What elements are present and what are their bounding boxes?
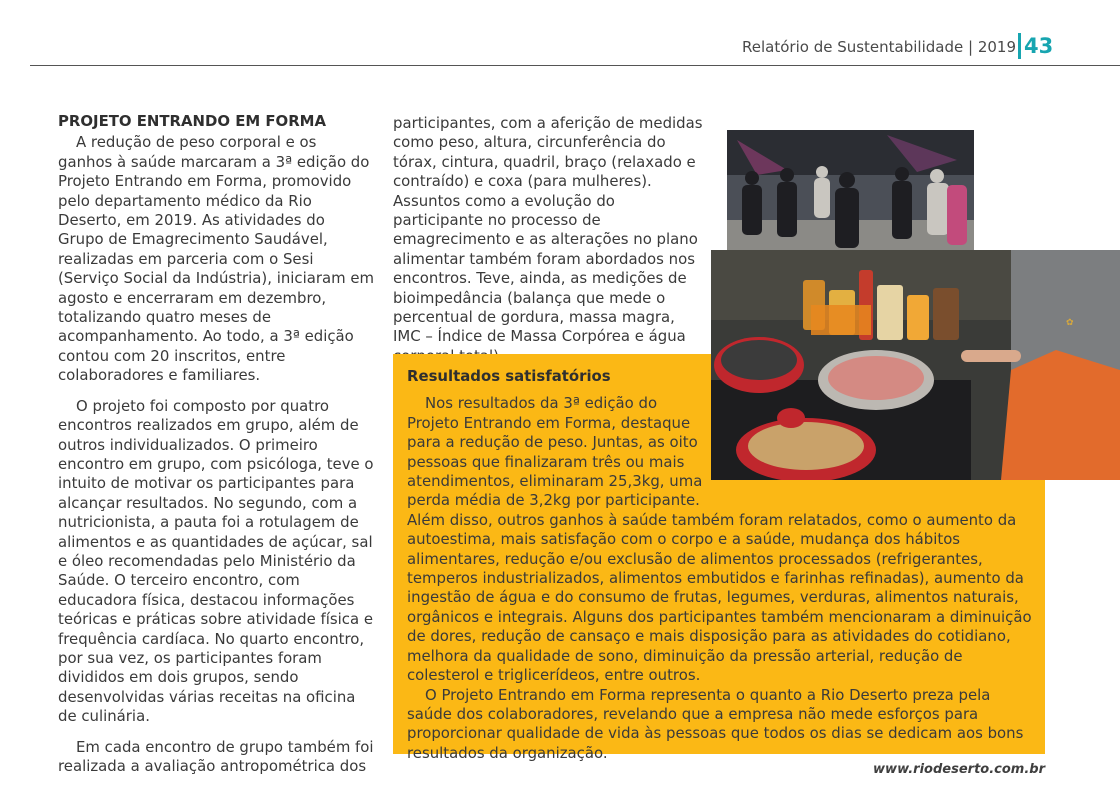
- paragraph: Nos resultados da 3ª edição do Projeto Entrando em Forma, destaque para a redução de peso. Juntas, as oito pessoas que finalizaram três ou mais atendimentos, eliminaram 25,3kg, uma perda média de 3,2kg por participante. Além disso, outros ganhos à saúde também foram relatados, como o aumento da autoestima, mais satisfação com o corpo e a saúde, mudança dos hábitos alimentares, redução e/ou exclusão de alimentos processados (refrigerantes, temperos industrializados, alimentos embutidos e farinhas refinadas), aumento da ingestão de água e do consumo de frutas, legumes, verduras, alimentos naturais, orgânicos e integrais. Alguns dos participantes também mencionaram a diminuição de dores, redução de cansaço e mais disposição para as atividades do cotidiano, melhora da qualidade de sono, diminuição da pressão arterial, redução de colesterol e triglicerídeos, entre outros.: [407, 394, 1032, 685]
- results-box-content: [407, 367, 1037, 763]
- results-title: Resultados satisfatórios: [407, 367, 611, 385]
- svg-text:✿: ✿: [1066, 318, 1074, 328]
- paragraph: O projeto foi composto por quatro encontros realizados em grupo, além de outros individualizados. O primeiro encontro em grupo, com psicóloga, teve o intuito de motivar os participantes para alcançar resultados. No segundo, com a nutricionista, a pauta foi a rotulagem de alimentos e as quantidades de açúcar, sal e óleo recomendadas pelo Ministério da Saúde. O terceiro encontro, com educadora física, destacou informações teóricas e práticas sobre atividade física e frequência cardíaca. No quarto encontro, por sua vez, os participantes foram divididos em dois grupos, sendo desenvolvidas várias receitas na oficina de culinária.: [58, 396, 374, 726]
- middle-column: [393, 114, 703, 366]
- exercise-class-photo: [727, 130, 974, 261]
- report-title: Relatório de Sustentabilidade | 2019: [742, 38, 1016, 56]
- page-number: 43: [1018, 33, 1054, 59]
- header-divider: [30, 65, 1120, 66]
- image-wrap-spacer: [703, 394, 1037, 506]
- paragraph: participantes, com a aferição de medidas como peso, altura, circunferência do tórax, cintura, quadril, braço (relaxado e contraído) e coxa (para mulheres). Assuntos como a evolução do participante no processo de emagrecimento e as alterações no plano alimentar também foram abordados nos encontros. Teve, ainda, as medições de bioimpedância (balança que mede o percentual de gordura, massa magra, IMC – Índice de Massa Corpórea e água: [393, 114, 703, 346]
- website-link[interactable]: www.riodeserto.com.br: [873, 762, 1045, 777]
- left-column: [58, 112, 374, 787]
- paragraph: O Projeto Entrando em Forma representa o quanto a Rio Deserto preza pela saúde dos colaboradores, revelando que a empresa não mede esforços para proporcionar qualidade de vida às pessoas que todos os dias se dedicam aos bons resultados da organização.: [407, 685, 1024, 762]
- paragraph: Em cada encontro de grupo também foi realizada a avaliação antropométrica dos: [58, 737, 374, 775]
- section-title: PROJETO ENTRANDO EM FORMA: [58, 112, 327, 130]
- paragraph: A redução de peso corporal e os ganhos à saúde marcaram a 3ª edição do Projeto Entrando em Forma, promovido pelo departamento médico da Rio Deserto, em 2019. As atividades do Grupo de Emagrecimento Saudável, realizadas em parceria com o Sesi (Serviço Social da Indústria), iniciaram em agosto e encerraram em dezembro, totalizando quatro meses de acompanhamento. Ao todo, a 3ª edição contou com 20 inscritos, entre colaboradores e familiares.: [58, 133, 375, 385]
